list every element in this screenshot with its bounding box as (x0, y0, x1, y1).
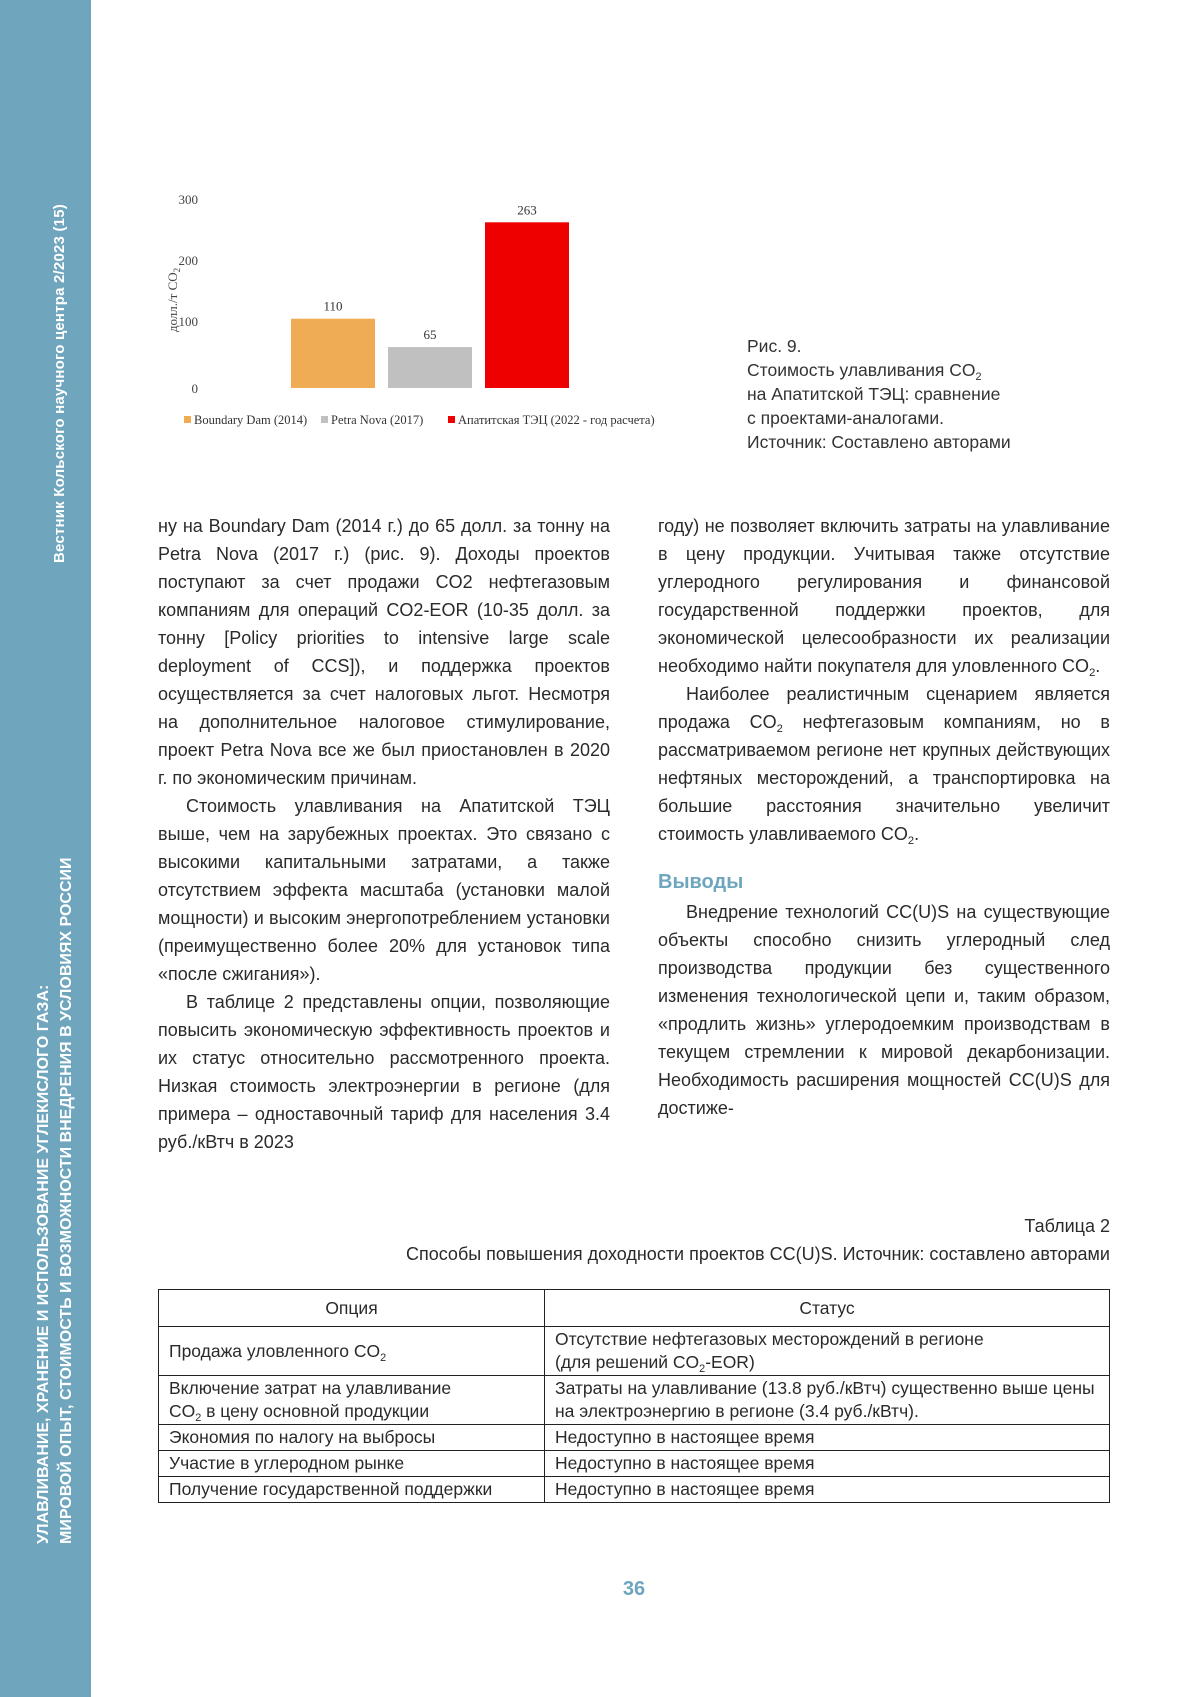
journal-title: Вестник Кольского научного центра 2/2023 (15) (51, 204, 68, 563)
option-cell: Продажа уловленного $CO_2$ (159, 1327, 545, 1376)
sidebar-band (0, 0, 91, 1697)
option-cell: Участие в углеродном рынке (159, 1451, 545, 1477)
left-column (158, 512, 610, 1156)
y-tick-label: 200 (178, 253, 198, 268)
data-label: 263 (517, 202, 537, 218)
caption-source: Источник: Составлено авторами (747, 432, 1011, 452)
bar (485, 222, 569, 388)
caption-title-line: с проектами-аналогами. (747, 408, 944, 428)
paragraph: В таблице 2 представлены опции, позволяющие повысить экономическую эффективность проектов и их статус относительно рассмотренного проекта. Низкая стоимость электроэнергии в регионе (для примера – одноставочный тариф для населения 3.4 руб./кВтч в 2023 (158, 992, 610, 1152)
legend-swatch (448, 416, 455, 423)
legend-swatch (184, 416, 191, 423)
page-number: 36 (622, 1578, 646, 1600)
caption-title-line: Стоимость улавливания $CO_2$ (747, 360, 982, 383)
legend-label: Boundary Dam (2014) (194, 413, 308, 427)
bar (388, 347, 472, 388)
table-title: Способы повышения доходности проектов CC(U)S. Источник: составлено авторами (405, 1244, 1110, 1264)
table-row (159, 1327, 1110, 1376)
chart-svg (160, 195, 700, 445)
legend (184, 413, 655, 427)
y-axis-label: долл./т $CO_2$ (165, 267, 182, 333)
article-title-line1: УЛАВЛИВАНИЕ, ХРАНЕНИЕ И ИСПОЛЬЗОВАНИЕ УГЛЕКИСЛОГО ГАЗА: (35, 984, 52, 1544)
options-table (158, 1289, 1110, 1503)
table-number: Таблица 2 (1024, 1216, 1110, 1236)
status-cell: Недоступно в настоящее время (545, 1425, 1110, 1451)
table-row (159, 1477, 1110, 1503)
table-row (159, 1376, 1110, 1425)
option-cell: Включение затрат на улавливание $CO_2$ в цену основной продукции (159, 1376, 545, 1425)
y-tick-label: 300 (178, 195, 198, 207)
legend-swatch (321, 416, 328, 423)
caption-figure-number: Рис. 9. (747, 336, 802, 356)
status-cell: Недоступно в настоящее время (545, 1451, 1110, 1477)
right-column (658, 512, 1110, 1122)
caption-title-line: на Апатитской ТЭЦ: сравнение (747, 384, 1001, 404)
paragraph: Стоимость улавливания на Апатитской ТЭЦ выше, чем на зарубежных проектах. Это связано с высокими капитальными затратами, а также отсутствием эффекта масштаба (установки малой мощности) и высоким энергопотреблением установки (преимущественно более 20% для установок типа «после сжигания»). (158, 796, 610, 984)
y-tick-label: 0 (191, 381, 198, 396)
bars-group (291, 202, 569, 388)
data-label: 65 (423, 327, 437, 343)
status-cell: Недоступно в настоящее время (545, 1477, 1110, 1503)
section-heading: Выводы (658, 871, 744, 893)
cost-bar-chart (160, 195, 700, 445)
column-header: Статус (545, 1290, 1110, 1327)
status-cell: Затраты на улавливание (13.8 руб./кВтч) существенно выше цены на электроэнергию в регионе (3.4 руб./кВтч). (545, 1376, 1110, 1425)
table-row (159, 1425, 1110, 1451)
paragraph: Внедрение технологий CC(U)S на существующие объекты способно снизить углеродный след производства продукции без существенного изменения технологической цепи и, таким образом, «продлить жизнь» углеродоемким производствам в текущем стремлении к мировой декарбонизации. Необходимость расширения мощностей CC(U)S для достиже- (658, 902, 1110, 1118)
table-header-row (159, 1290, 1110, 1327)
table-row (159, 1451, 1110, 1477)
option-cell: Получение государственной поддержки (159, 1477, 545, 1503)
bar (291, 319, 375, 388)
legend-label: Апатитская ТЭЦ (2022 - год расчета) (458, 413, 655, 427)
paragraph: ну на Boundary Dam (2014 г.) до 65 долл. за тонну на Petra Nova (2017 г.) (рис. 9). Доходы проектов поступают за счет продажи CO2 нефтегазовым компаниям для операций CO2-EOR (10-35 долл. за тонну [Policy priorities to intensive large scale deployment of CCS]), и поддержка проектов осуществляется за счет налоговых льгот. Несмотря на дополнительное налоговое стимулирование, проект Petra Nova все же был приостановлен в 2020 г. по экономическим причинам. (158, 516, 610, 788)
data-label: 110 (323, 298, 343, 314)
paragraph: Наиболее реалистичным сценарием является продажа $CO_2$ нефтегазовым компаниям, но в рассматриваемом регионе нет крупных действующих нефтяных месторождений, а транспортировка на большие расстояния значительно увеличит стоимость улавливаемого $CO_2$. (658, 684, 1110, 847)
y-tick-label: 100 (178, 314, 198, 329)
legend-label: Petra Nova (2017) (331, 413, 424, 427)
article-title-line2: МИРОВОЙ ОПЫТ, СТОИМОСТЬ И ВОЗМОЖНОСТИ ВНЕДРЕНИЯ В УСЛОВИЯХ РОССИИ (58, 857, 75, 1544)
option-cell: Экономия по налогу на выбросы (159, 1425, 545, 1451)
paragraph: году) не позволяет включить затраты на улавливание в цену продукции. Учитывая также отсутствие углеродного регулирования и финансовой государственной поддержки проектов, для экономической целесообразности их реализации необходимо найти покупателя для уловленного $CO_2$. (658, 516, 1110, 679)
column-header: Опция (159, 1290, 545, 1327)
status-cell: Отсутствие нефтегазовых месторождений в регионе (для решений $CO_2-EOR$) (545, 1327, 1110, 1376)
figure-caption (747, 334, 1087, 454)
